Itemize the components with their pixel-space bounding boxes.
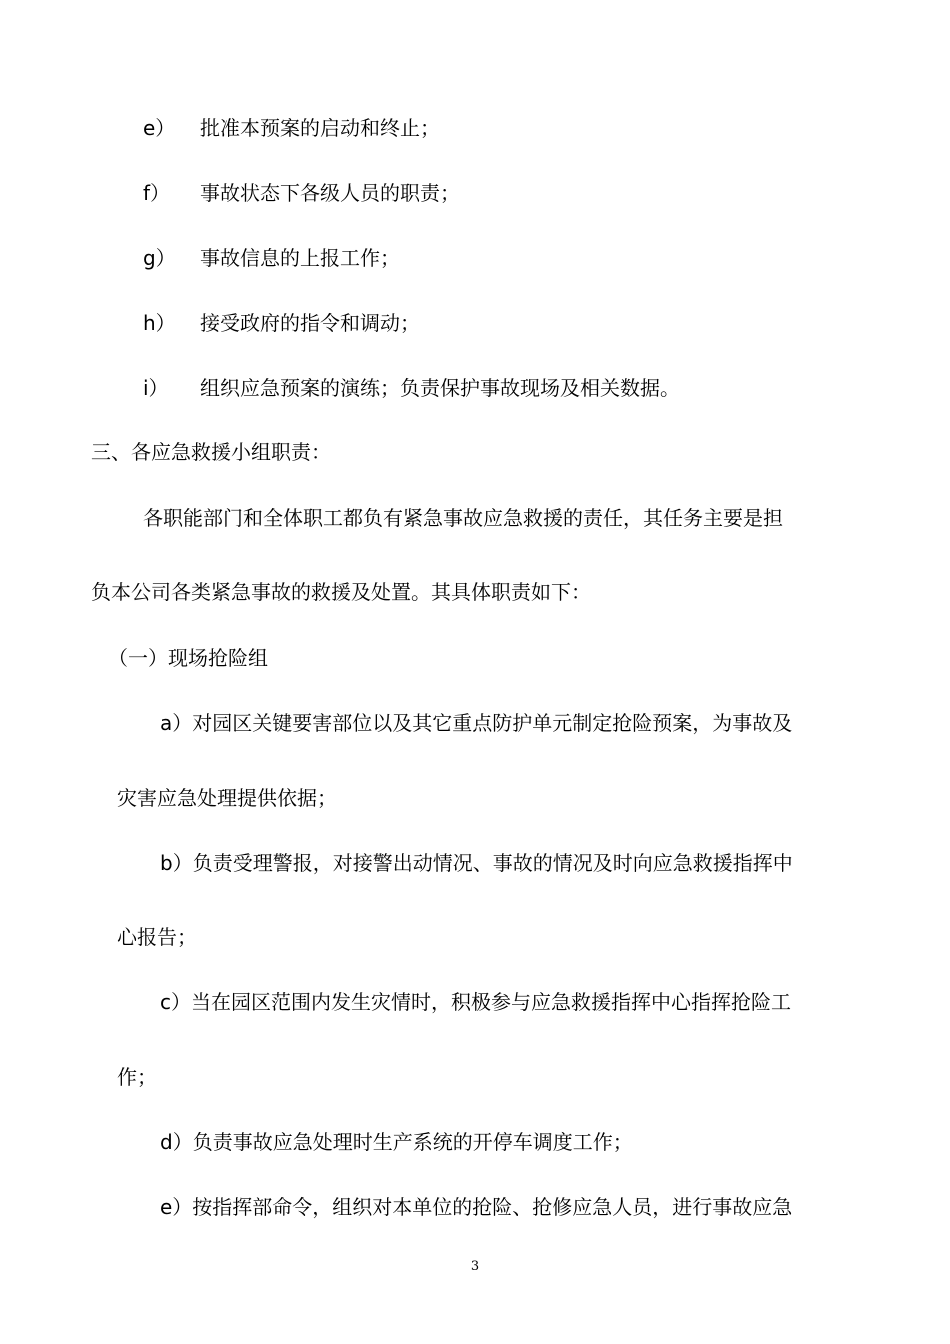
duty-e-line-1: e）按指挥部命令，组织对本单位的抢险、抢修应急人员，进行事故应急 — [160, 1195, 793, 1219]
list-item-text: 事故信息的上报工作； — [200, 246, 400, 270]
list-item-label: i） — [143, 376, 169, 400]
intro-line-2: 负本公司各类紧急事故的救援及处置。其具体职责如下： — [91, 580, 591, 604]
list-item-label: f） — [143, 181, 171, 205]
list-item-text: 组织应急预案的演练；负责保护事故现场及相关数据。 — [200, 376, 680, 400]
subsection-heading: （一）现场抢险组 — [108, 646, 268, 670]
duty-c-line-1: c）当在园区范围内发生灾情时，积极参与应急救援指挥中心指挥抢险工 — [160, 990, 791, 1014]
duty-c-line-2: 作； — [117, 1065, 157, 1089]
duty-b-line-2: 心报告； — [117, 925, 197, 949]
duty-a-line-2: 灾害应急处理提供依据； — [117, 786, 337, 810]
list-item-text: 批准本预案的启动和终止； — [200, 116, 440, 140]
page-number: 3 — [470, 1259, 480, 1274]
section-heading: 三、各应急救援小组职责： — [91, 440, 331, 464]
duty-b-line-1: b）负责受理警报，对接警出动情况、事故的情况及时向应急救援指挥中 — [160, 851, 793, 875]
list-item-label: g） — [143, 246, 176, 270]
list-item-label: h） — [143, 311, 176, 335]
intro-line-1: 各职能部门和全体职工都负有紧急事故应急救援的责任，其任务主要是担 — [143, 506, 783, 530]
duty-d-line-1: d）负责事故应急处理时生产系统的开停车调度工作； — [160, 1130, 633, 1154]
list-item-text: 事故状态下各级人员的职责； — [200, 181, 460, 205]
list-item-text: 接受政府的指令和调动； — [200, 311, 420, 335]
list-item-label: e） — [143, 116, 176, 140]
duty-a-line-1: a）对园区关键要害部位以及其它重点防护单元制定抢险预案，为事故及 — [160, 711, 793, 735]
